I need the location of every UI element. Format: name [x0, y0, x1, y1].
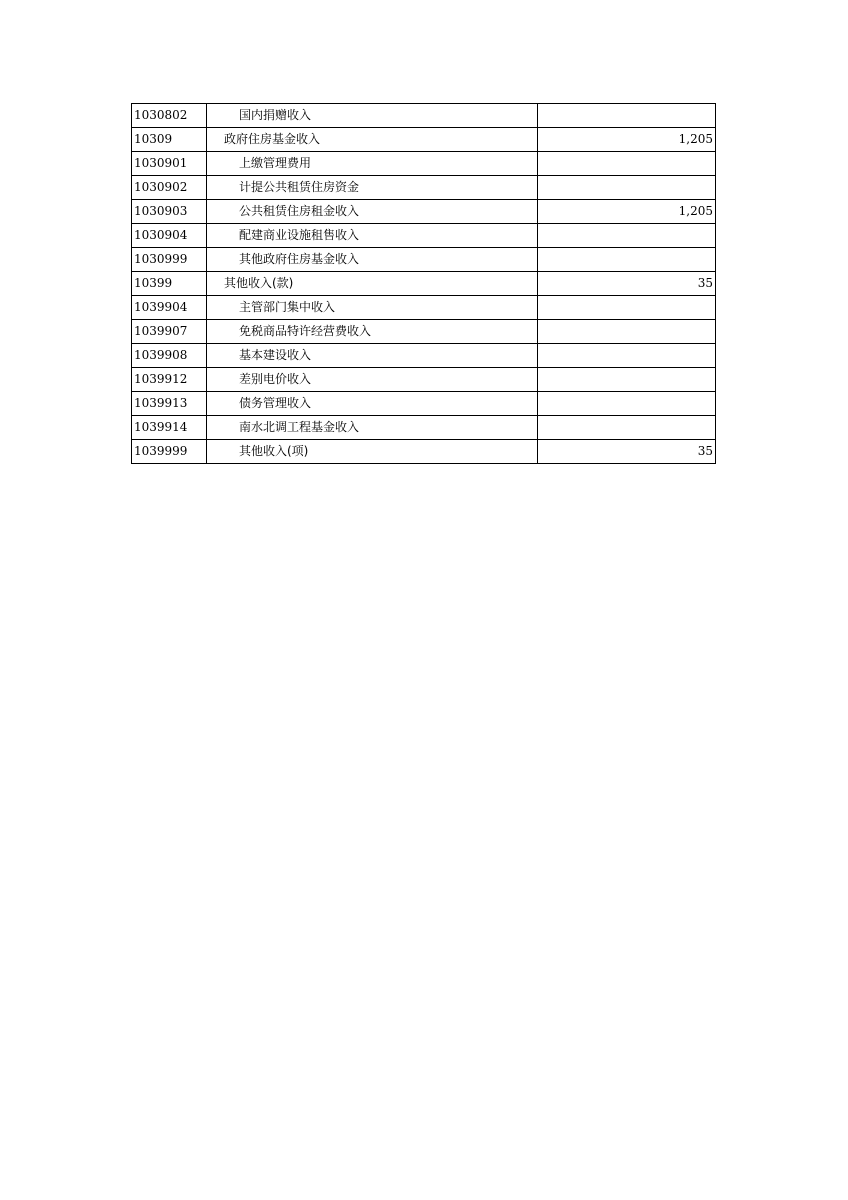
subject-name: 国内捐赠收入	[207, 104, 538, 128]
subject-code: 1039913	[132, 392, 207, 416]
amount: 1,205	[538, 128, 716, 152]
amount	[538, 296, 716, 320]
amount	[538, 248, 716, 272]
subject-name: 其他收入(项)	[207, 440, 538, 464]
subject-code: 1039999	[132, 440, 207, 464]
table-row	[132, 128, 716, 152]
amount: 35	[538, 272, 716, 296]
subject-code: 1039914	[132, 416, 207, 440]
subject-code: 1030999	[132, 248, 207, 272]
table-row	[132, 368, 716, 392]
subject-code: 10399	[132, 272, 207, 296]
budget-table	[131, 103, 716, 464]
subject-name: 配建商业设施租售收入	[207, 224, 538, 248]
table-row	[132, 344, 716, 368]
amount: 35	[538, 440, 716, 464]
subject-code: 1039907	[132, 320, 207, 344]
subject-name: 政府住房基金收入	[207, 128, 538, 152]
amount	[538, 224, 716, 248]
table-row	[132, 392, 716, 416]
subject-name: 上缴管理费用	[207, 152, 538, 176]
subject-code: 1030902	[132, 176, 207, 200]
table-row	[132, 320, 716, 344]
amount	[538, 392, 716, 416]
table-row	[132, 152, 716, 176]
amount: 1,205	[538, 200, 716, 224]
amount	[538, 104, 716, 128]
amount	[538, 320, 716, 344]
table-row	[132, 272, 716, 296]
amount	[538, 344, 716, 368]
table-row	[132, 104, 716, 128]
subject-name: 基本建设收入	[207, 344, 538, 368]
subject-name: 其他政府住房基金收入	[207, 248, 538, 272]
table-row	[132, 200, 716, 224]
amount	[538, 368, 716, 392]
subject-name: 债务管理收入	[207, 392, 538, 416]
amount	[538, 152, 716, 176]
subject-name: 其他收入(款)	[207, 272, 538, 296]
subject-code: 1030802	[132, 104, 207, 128]
subject-name: 差别电价收入	[207, 368, 538, 392]
subject-code: 1039912	[132, 368, 207, 392]
subject-code: 1039908	[132, 344, 207, 368]
table-row	[132, 296, 716, 320]
table-row	[132, 440, 716, 464]
subject-code: 10309	[132, 128, 207, 152]
table-row	[132, 224, 716, 248]
subject-name: 南水北调工程基金收入	[207, 416, 538, 440]
subject-code: 1030904	[132, 224, 207, 248]
subject-code: 1030901	[132, 152, 207, 176]
subject-code: 1030903	[132, 200, 207, 224]
amount	[538, 176, 716, 200]
subject-name: 主管部门集中收入	[207, 296, 538, 320]
table-row	[132, 248, 716, 272]
subject-code: 1039904	[132, 296, 207, 320]
subject-name: 公共租赁住房租金收入	[207, 200, 538, 224]
subject-name: 免税商品特许经营费收入	[207, 320, 538, 344]
table-row	[132, 176, 716, 200]
subject-name: 计提公共租赁住房资金	[207, 176, 538, 200]
table-row	[132, 416, 716, 440]
amount	[538, 416, 716, 440]
